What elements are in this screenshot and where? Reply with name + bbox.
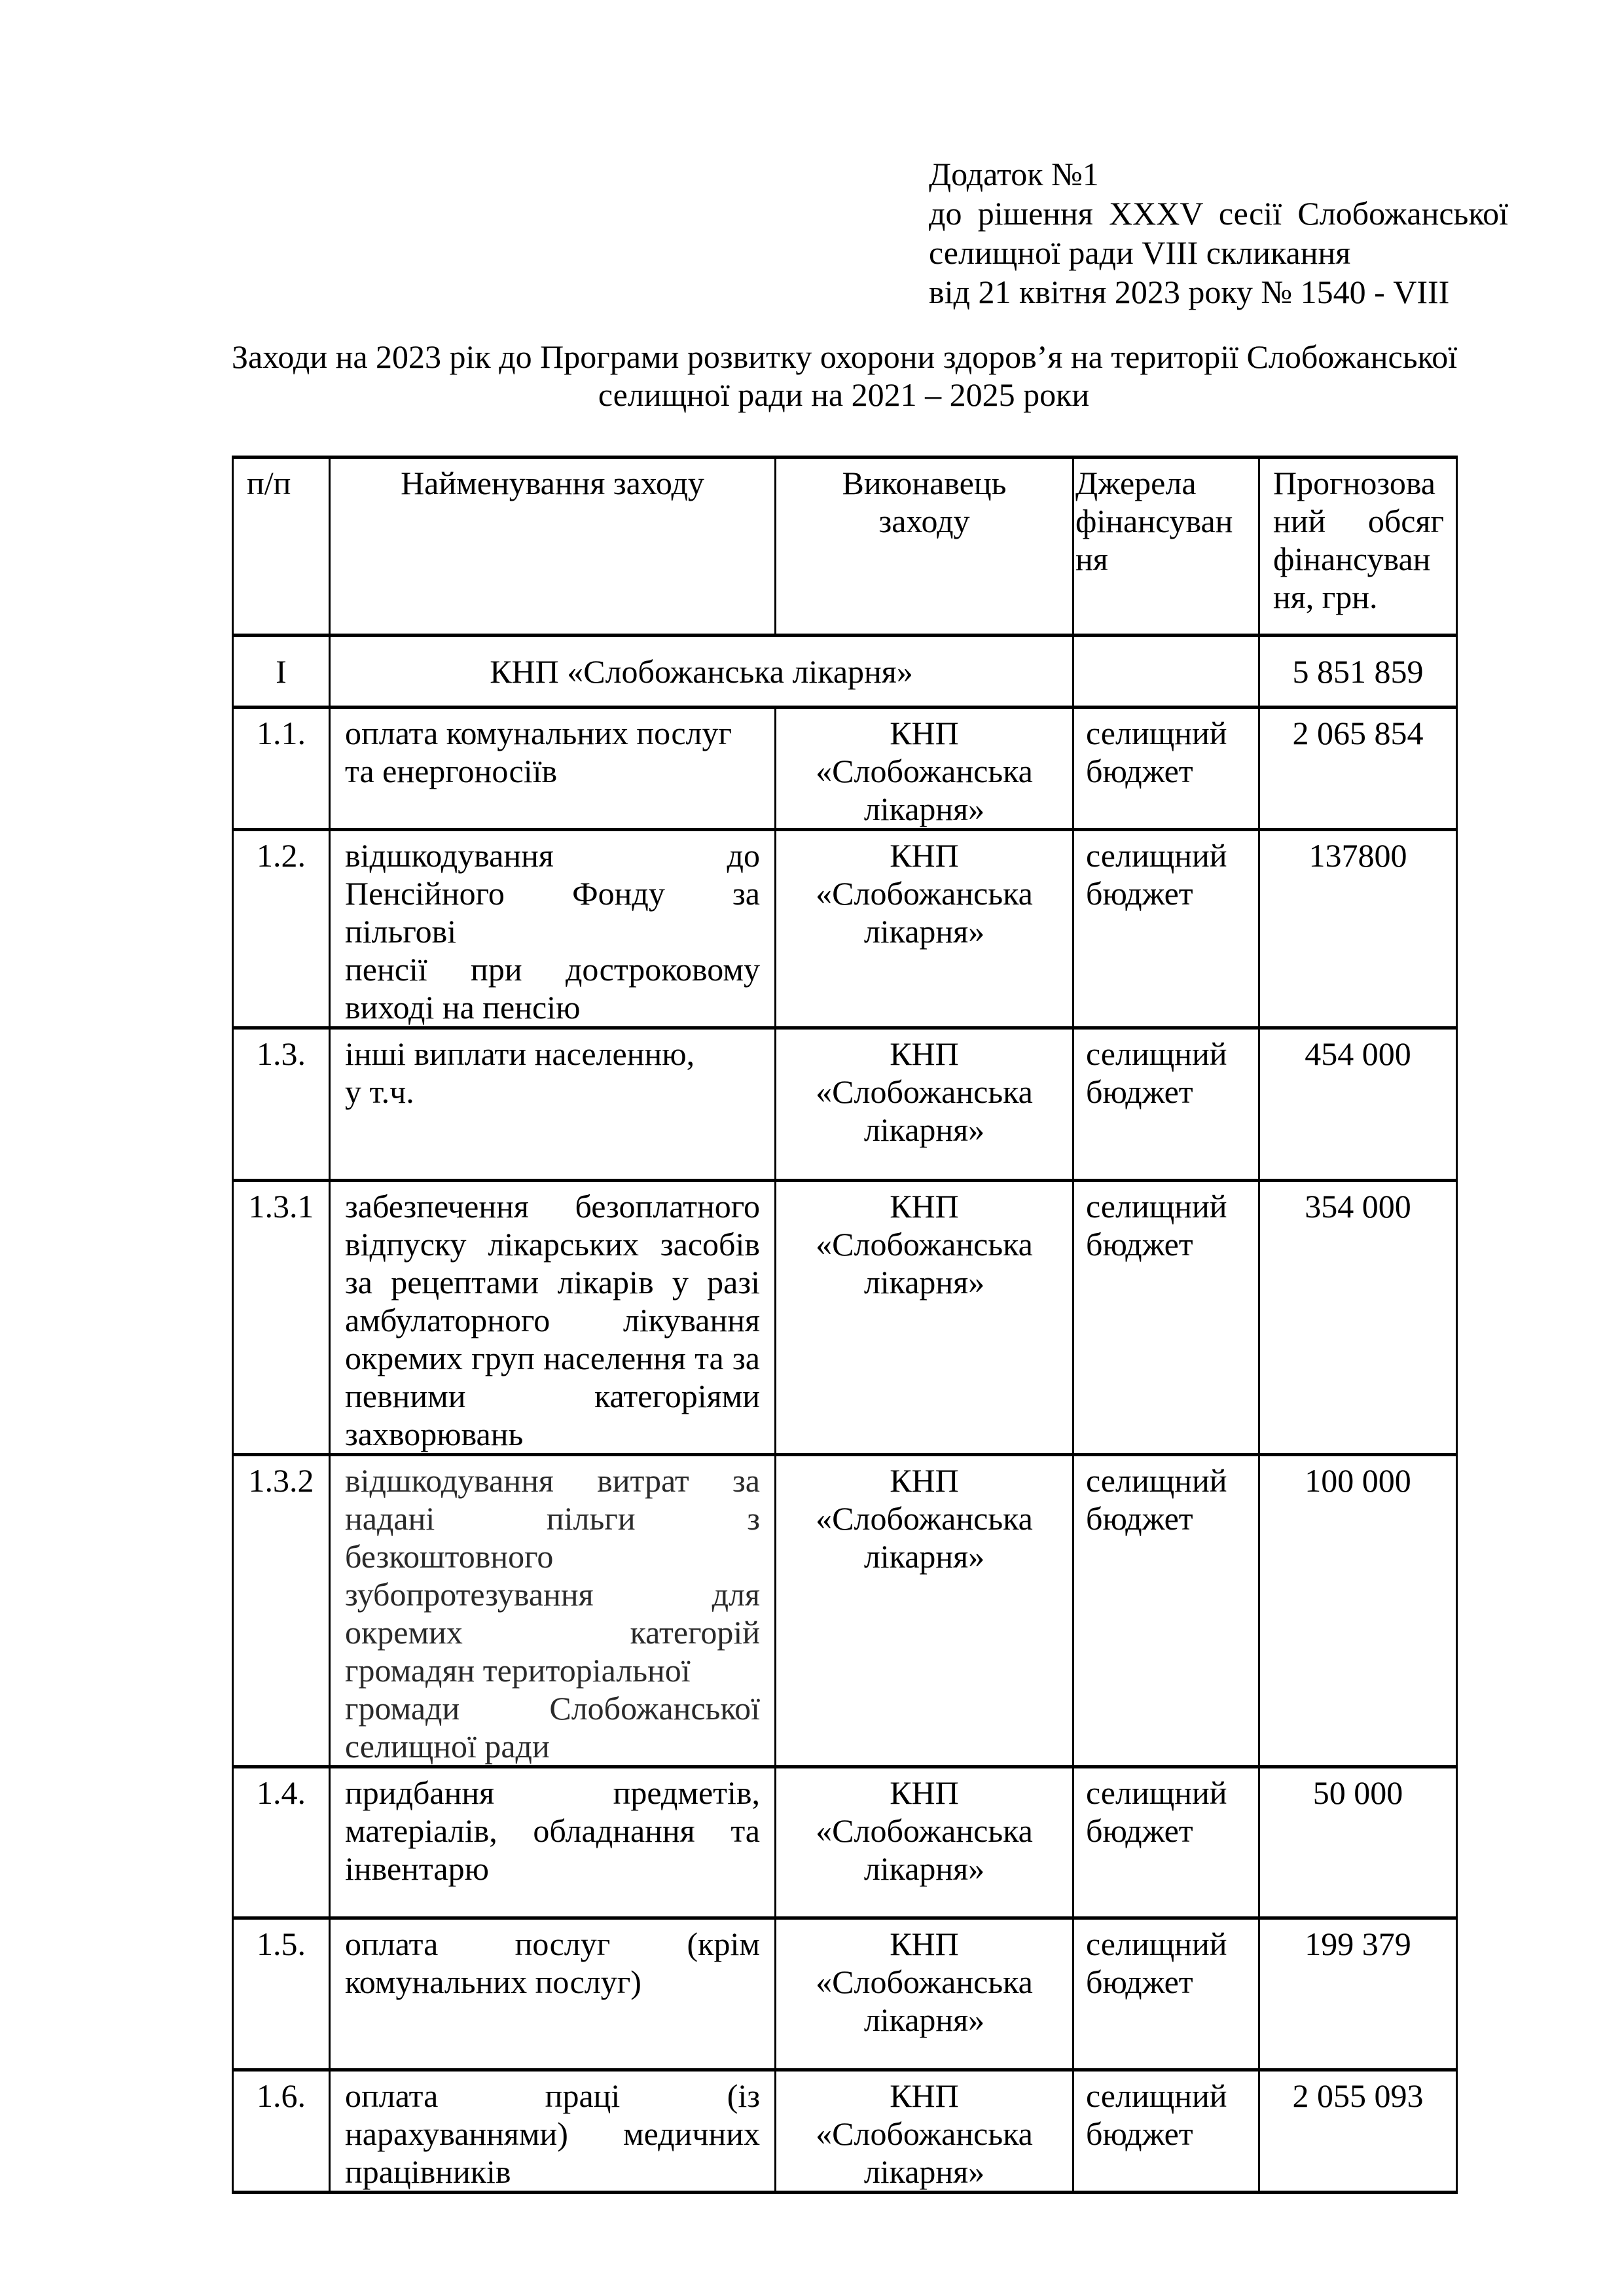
executor-line: КНП: [890, 837, 959, 874]
table-row: [233, 1767, 1457, 1918]
executor-line: лікарня»: [863, 1111, 985, 1148]
measure-name-line: громади Слобожанської: [345, 1690, 760, 1727]
funding-source-line: бюджет: [1086, 875, 1193, 912]
measure-name-line: певними категоріями: [345, 1378, 760, 1414]
decision-reference: до рішення XXXV сесії Слобожанської: [929, 195, 1508, 232]
row-number: 1.2.: [233, 830, 330, 1028]
funding-source-line: бюджет: [1086, 1500, 1193, 1537]
forecast-amount: 50 000: [1259, 1767, 1457, 1918]
row-number: 1.5.: [233, 1918, 330, 2070]
funding-source-line: селищний: [1086, 1774, 1227, 1811]
executor: [776, 2070, 1074, 2193]
executor-line: КНП: [890, 1774, 959, 1811]
executor-line: «Слобожанська: [816, 753, 1033, 789]
header-text: Найменування заходу: [401, 465, 704, 501]
funding-source-line: селищний: [1086, 1035, 1227, 1072]
header-text: ня, грн.: [1273, 579, 1378, 615]
column-header-measure-name: [330, 457, 776, 636]
executor-line: лікарня»: [863, 2001, 985, 2038]
funding-source: [1074, 1918, 1259, 2070]
executor-line: лікарня»: [863, 913, 985, 950]
measure-name-line: селищної ради: [345, 1728, 550, 1765]
section-source-empty: [1074, 636, 1259, 708]
executor: [776, 1767, 1074, 1918]
measure-name-line: працівників: [345, 2153, 511, 2190]
column-header-executor: [776, 457, 1074, 636]
funding-source-line: селищний: [1086, 2077, 1227, 2114]
decision-date-number: від 21 квітня 2023 року № 1540 - VIII: [929, 274, 1450, 310]
executor-line: «Слобожанська: [816, 1500, 1033, 1537]
title-line-1: Заходи на 2023 рік до Програми розвитку охорони здоров’я на території Слобожанської: [232, 338, 1458, 375]
executor-line: «Слобожанська: [816, 1226, 1033, 1263]
forecast-amount: 354 000: [1259, 1181, 1457, 1455]
funding-source: [1074, 1767, 1259, 1918]
forecast-amount: 100 000: [1259, 1455, 1457, 1767]
table-header-row: [233, 457, 1457, 636]
measure-name-line: придбання предметів,: [345, 1774, 760, 1811]
measure-name-line: зубопротезування для: [345, 1576, 760, 1613]
header-text: ний обсяг: [1273, 503, 1444, 539]
measure-name-line: відшкодування витрат за: [345, 1462, 760, 1499]
executor: [776, 1028, 1074, 1181]
funding-source-line: селищний: [1086, 1926, 1227, 1962]
funding-source-line: бюджет: [1086, 753, 1193, 789]
document-title: [232, 338, 1456, 414]
funding-source-line: селищний: [1086, 715, 1227, 751]
section-number: I: [233, 636, 330, 708]
header-text: ня: [1075, 541, 1108, 577]
measure-name: [330, 830, 776, 1028]
measure-name: [330, 2070, 776, 2193]
measure-name-line: виході на пенсію: [345, 989, 581, 1026]
measure-name-line: безкоштовного: [345, 1538, 554, 1575]
measure-name-line: оплата праці (із: [345, 2077, 760, 2114]
forecast-amount: 2 065 854: [1259, 708, 1457, 830]
executor-line: «Слобожанська: [816, 875, 1033, 912]
header-text: фінансуван: [1075, 503, 1233, 539]
row-number: 1.3.2: [233, 1455, 330, 1767]
forecast-amount: 137800: [1259, 830, 1457, 1028]
table-row: [233, 830, 1457, 1028]
executor-line: «Слобожанська: [816, 1964, 1033, 2000]
row-number: 1.1.: [233, 708, 330, 830]
measure-name-line: нарахуваннями) медичних: [345, 2115, 760, 2152]
executor-line: КНП: [890, 1035, 959, 1072]
executor-line: «Слобожанська: [816, 1812, 1033, 1849]
table-row: [233, 1181, 1457, 1455]
measure-name-line: амбулаторного лікування: [345, 1302, 760, 1338]
table-row: [233, 1028, 1457, 1181]
measure-name-line: захворювань: [345, 1416, 524, 1452]
funding-source: [1074, 1028, 1259, 1181]
executor: [776, 1918, 1074, 2070]
measures-table: [232, 456, 1458, 2194]
measure-name-line: пенсії при достроковому: [345, 951, 760, 988]
executor: [776, 1181, 1074, 1455]
section-total-amount: 5 851 859: [1259, 636, 1457, 708]
table-row: [233, 708, 1457, 830]
measure-name-line: та енергоносіїв: [345, 753, 558, 789]
funding-source: [1074, 1181, 1259, 1455]
measure-name: [330, 708, 776, 830]
row-number: 1.6.: [233, 2070, 330, 2193]
forecast-amount: 454 000: [1259, 1028, 1457, 1181]
funding-source-line: бюджет: [1086, 2115, 1193, 2152]
column-header-forecast-amount: [1259, 457, 1457, 636]
measure-name-line: відшкодування до: [345, 837, 760, 874]
funding-source: [1074, 2070, 1259, 2193]
executor: [776, 1455, 1074, 1767]
table-row: [233, 2070, 1457, 2193]
title-line-2: селищної ради на 2021 – 2025 роки: [598, 376, 1090, 413]
measure-name: [330, 1455, 776, 1767]
header-text: заходу: [878, 503, 970, 539]
measure-name-line: оплата комунальних послуг: [345, 715, 732, 751]
appendix-number: Додаток №1: [929, 156, 1099, 192]
funding-source: [1074, 708, 1259, 830]
header-text: Джерела: [1075, 465, 1197, 501]
measure-name-line: окремих категорій: [345, 1614, 760, 1651]
table-row: [233, 1455, 1457, 1767]
funding-source-line: бюджет: [1086, 1073, 1193, 1110]
measure-name-line: матеріалів, обладнання та: [345, 1812, 760, 1849]
measure-name-line: інші виплати населенню,: [345, 1035, 695, 1072]
measure-name-line: окремих груп населення та за: [345, 1340, 760, 1376]
column-header-number: [233, 457, 330, 636]
executor-line: КНП: [890, 715, 959, 751]
executor-line: лікарня»: [863, 1850, 985, 1887]
measure-name-line: інвентарю: [345, 1850, 489, 1887]
executor-line: лікарня»: [863, 791, 985, 827]
executor-line: КНП: [890, 1188, 959, 1225]
funding-source-line: селищний: [1086, 1188, 1227, 1225]
funding-source-line: бюджет: [1086, 1812, 1193, 1849]
header-text: п/п: [247, 465, 291, 501]
row-number: 1.3.: [233, 1028, 330, 1181]
forecast-amount: 199 379: [1259, 1918, 1457, 2070]
measure-name-line: оплата послуг (крім: [345, 1926, 760, 1962]
measure-name-line: громадян територіальної: [345, 1652, 691, 1689]
column-header-funding-source: [1074, 457, 1259, 636]
measure-name-line: Пенсійного Фонду за пільгові: [345, 875, 760, 950]
measure-name: [330, 1918, 776, 2070]
executor-line: «Слобожанська: [816, 2115, 1033, 2152]
measure-name: [330, 1767, 776, 1918]
section-row: [233, 636, 1457, 708]
executor-line: лікарня»: [863, 2153, 985, 2190]
forecast-amount: 2 055 093: [1259, 2070, 1457, 2193]
executor-line: КНП: [890, 1462, 959, 1499]
executor-line: «Слобожанська: [816, 1073, 1033, 1110]
executor: [776, 830, 1074, 1028]
measure-name-line: за рецептами лікарів у разі: [345, 1264, 760, 1300]
measure-name-line: надані пільги з: [345, 1500, 760, 1537]
funding-source: [1074, 1455, 1259, 1767]
measure-name-line: комунальних послуг): [345, 1964, 641, 2000]
executor-line: лікарня»: [863, 1538, 985, 1575]
executor-line: КНП: [890, 1926, 959, 1962]
header-text: Прогнозова: [1273, 465, 1435, 501]
row-number: 1.4.: [233, 1767, 330, 1918]
funding-source-line: селищний: [1086, 1462, 1227, 1499]
funding-source-line: бюджет: [1086, 1226, 1193, 1263]
section-title: КНП «Слобожанська лікарня»: [330, 636, 1074, 708]
header-text: фінансуван: [1273, 541, 1431, 577]
table-row: [233, 1918, 1457, 2070]
measure-name-line: забезпечення безоплатного: [345, 1188, 760, 1225]
row-number: 1.3.1: [233, 1181, 330, 1455]
appendix-header: [929, 154, 1508, 312]
measure-name: [330, 1028, 776, 1181]
header-text: Виконавець: [842, 465, 1007, 501]
funding-source-line: бюджет: [1086, 1964, 1193, 2000]
council-convocation: селищної ради VIII скликання: [929, 234, 1351, 271]
executor-line: КНП: [890, 2077, 959, 2114]
executor: [776, 708, 1074, 830]
measure-name: [330, 1181, 776, 1455]
measure-name-line: відпуску лікарських засобів: [345, 1226, 760, 1263]
measure-name-line: у т.ч.: [345, 1073, 414, 1110]
funding-source-line: селищний: [1086, 837, 1227, 874]
executor-line: лікарня»: [863, 1264, 985, 1300]
funding-source: [1074, 830, 1259, 1028]
